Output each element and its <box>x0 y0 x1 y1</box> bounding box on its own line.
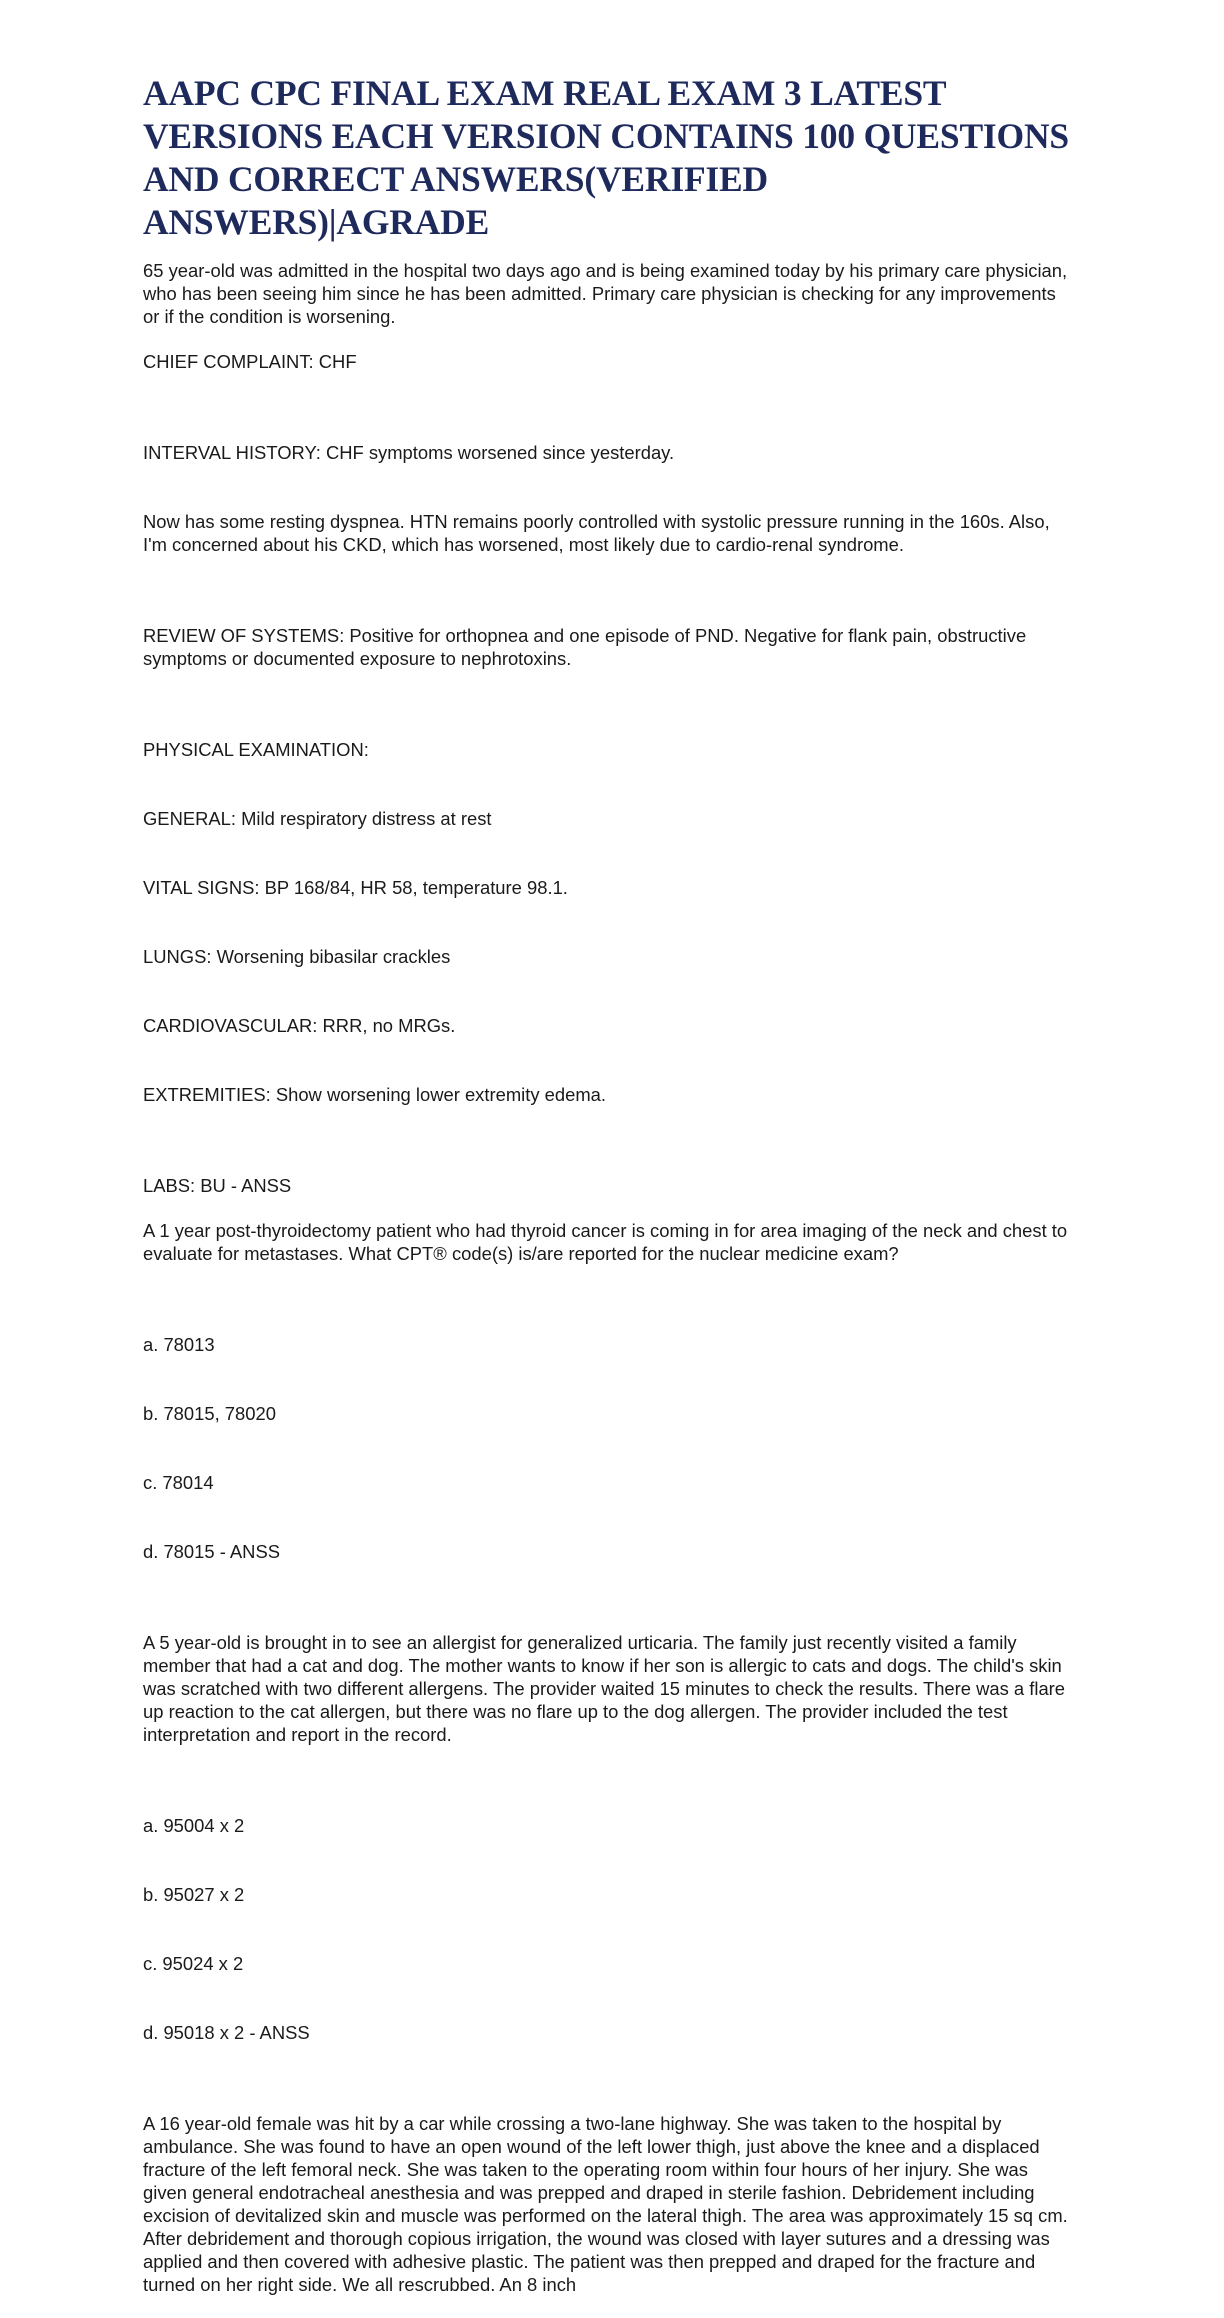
document-page <box>143 72 1073 2318</box>
document-title: AAPC CPC FINAL EXAM REAL EXAM 3 LATEST VERSIONS EACH VERSION CONTAINS 100 QUESTIONS AND CORRECT ANSWERS(VERIFIED ANSWERS)|AGRADE <box>143 73 1069 242</box>
question-1-option-b: b. 78015, 78020 <box>143 1403 276 1424</box>
question-3-text: A 16 year-old female was hit by a car while crossing a two-lane highway. She was taken to the hospital by ambulance. She was found to have an open wound of the left lower thigh, just above the knee and a displaced fracture of the left femoral neck. She was taken to the operating room within four hours of her injury. She was given general endotracheal anesthesia and was prepped and draped in sterile fashion. Debridement including excision of devitalized skin and muscle was performed on the lateral thigh. The area was approximately 15 sq cm. After debridement and thorough copious irrigation, the wound was closed with layer sutures and a dressing was applied and then covered with adhesive plastic. The patient was then prepped and draped for the fracture and turned on her right side. We all rescrubbed. An 8 inch <box>143 2113 1072 2295</box>
physical-exam-vitals: VITAL SIGNS: BP 168/84, HR 58, temperature 98.1. <box>143 877 568 898</box>
question-1-option-d: d. 78015 - ANSS <box>143 1541 280 1562</box>
interval-history-line1: INTERVAL HISTORY: CHF symptoms worsened since yesterday. <box>143 442 675 463</box>
question-2-option-a: a. 95004 x 2 <box>143 1815 245 1836</box>
interval-history <box>143 395 1073 602</box>
question-2-option-d: d. 95018 x 2 - ANSS <box>143 2022 310 2043</box>
physical-exam-general: GENERAL: Mild respiratory distress at rest <box>143 808 492 829</box>
question-1-option-a: a. 78013 <box>143 1334 215 1355</box>
chief-complaint: CHIEF COMPLAINT: CHF <box>143 351 357 372</box>
question-1-option-c: c. 78014 <box>143 1472 214 1493</box>
physical-exam-cardio: CARDIOVASCULAR: RRR, no MRGs. <box>143 1015 456 1036</box>
review-of-systems: REVIEW OF SYSTEMS: Positive for orthopnea and one episode of PND. Negative for flank pain, obstructive symptoms or documented exposure to nephrotoxins. <box>143 625 1032 669</box>
interval-history-line2: Now has some resting dyspnea. HTN remains poorly controlled with systolic pressure running in the 160s. Also, I'm concerned about his CKD, which has worsened, most likely due to cardio-renal syndrome. <box>143 511 1055 555</box>
question-1-text: A 1 year post-thyroidectomy patient who had thyroid cancer is coming in for area imaging of the neck and chest to evaluate for metastases. What CPT® code(s) is/are reported for the nuclear medicine exam? <box>143 1220 1073 1264</box>
question-2-options <box>143 1768 1073 2090</box>
physical-exam-heading: PHYSICAL EXAMINATION: <box>143 739 369 760</box>
question-1-options <box>143 1287 1073 1609</box>
physical-examination <box>143 692 1073 1152</box>
intro-paragraph: 65 year-old was admitted in the hospital two days ago and is being examined today by his primary care physician, who has been seeing him since he has been admitted. Primary care physician is checking for any improvements or if the condition is worsening. <box>143 260 1073 327</box>
physical-exam-lungs: LUNGS: Worsening bibasilar crackles <box>143 946 451 967</box>
labs-answer: LABS: BU - ANSS <box>143 1175 292 1196</box>
question-2-option-c: c. 95024 x 2 <box>143 1953 244 1974</box>
physical-exam-extremities: EXTREMITIES: Show worsening lower extremity edema. <box>143 1084 606 1105</box>
question-2-text: A 5 year-old is brought in to see an allergist for generalized urticaria. The family just recently visited a family member that had a cat and dog. The mother wants to know if her son is allergic to cats and dogs. The child's skin was scratched with two different allergens. The provider waited 15 minutes to check the results. There was a flare up reaction to the cat allergen, but there was no flare up to the dog allergen. The provider included the test interpretation and report in the record. <box>143 1632 1071 1745</box>
question-2-option-b: b. 95027 x 2 <box>143 1884 245 1905</box>
